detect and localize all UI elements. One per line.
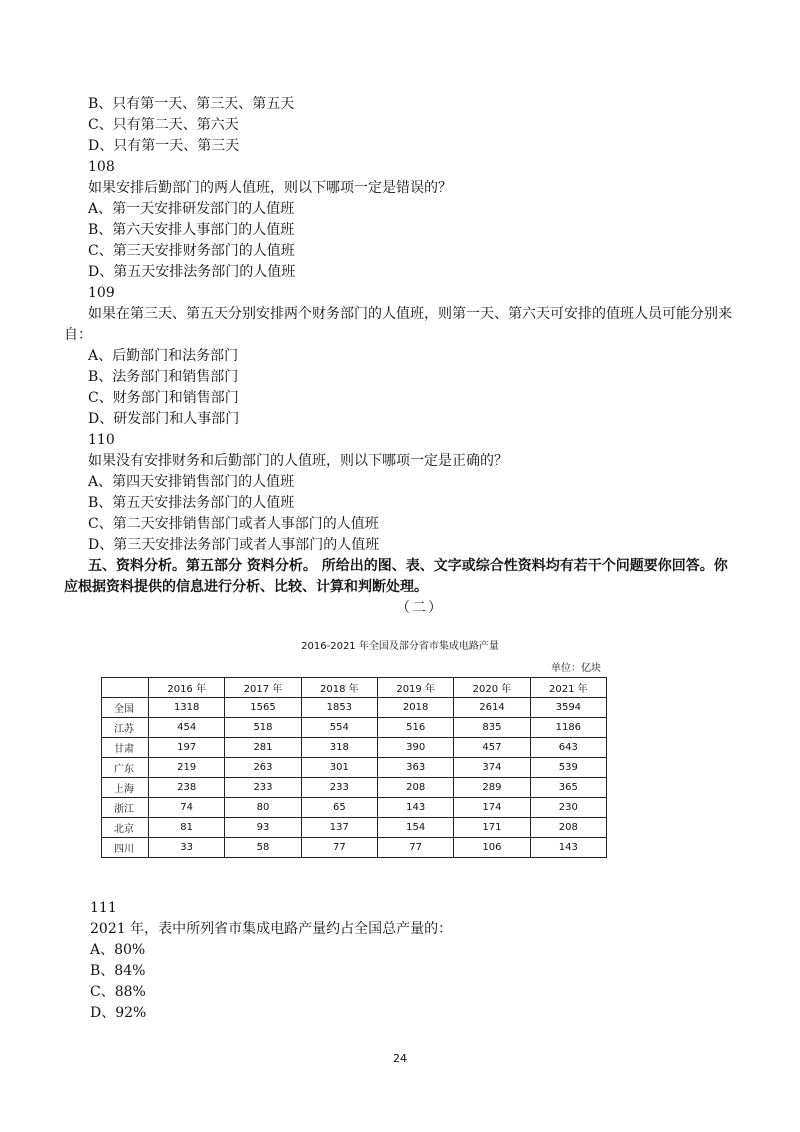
table-cell: 457	[454, 738, 530, 758]
question-stem-111: 2021 年，表中所列省市集成电路产量约占全国总产量的：	[90, 921, 453, 937]
column-header: 2020 年	[454, 678, 530, 698]
table-unit: 单位：亿块	[551, 663, 601, 674]
table-row	[102, 738, 607, 758]
production-table	[101, 677, 607, 858]
option-b-q107: B、只有第一天、第三天、第五天	[88, 96, 295, 112]
table-row	[102, 818, 607, 838]
table-row	[102, 798, 607, 818]
option-b-q111: B、84%	[90, 963, 146, 979]
table-cell: 289	[454, 778, 530, 798]
table-cell: 197	[149, 738, 225, 758]
question-number-108: 108	[88, 159, 115, 175]
table-cell: 363	[377, 758, 453, 778]
table-cell: 137	[301, 818, 377, 838]
table-corner-cell	[102, 678, 149, 698]
table-cell: 33	[149, 838, 225, 858]
page-number: 24	[393, 1052, 407, 1065]
option-d-q111: D、92%	[90, 1005, 147, 1021]
question-111-block	[0, 898, 800, 1024]
table-cell: 106	[454, 838, 530, 858]
table-cell: 174	[454, 798, 530, 818]
table-cell: 1565	[225, 698, 301, 718]
column-header: 2019 年	[377, 678, 453, 698]
table-cell: 454	[149, 718, 225, 738]
option-d-q109: D、研发部门和人事部门	[88, 411, 240, 427]
table-cell: 263	[225, 758, 301, 778]
option-c-q107: C、只有第二天、第六天	[88, 117, 239, 133]
option-c-q110: C、第二天安排销售部门或者人事部门的人值班	[88, 516, 379, 532]
table-row	[102, 778, 607, 798]
table-cell: 81	[149, 818, 225, 838]
questions-block	[0, 94, 800, 619]
option-b-q110: B、第五天安排法务部门的人值班	[88, 495, 295, 511]
table-cell: 1853	[301, 698, 377, 718]
table-cell: 143	[377, 798, 453, 818]
section-label: （二）	[396, 600, 444, 616]
table-row	[102, 698, 607, 718]
option-c-q108: C、第三天安排财务部门的人值班	[88, 243, 295, 259]
table-cell: 539	[530, 758, 606, 778]
table-cell: 390	[377, 738, 453, 758]
table-cell: 1186	[530, 718, 606, 738]
table-cell: 3594	[530, 698, 606, 718]
option-d-q110: D、第三天安排法务部门或者人事部门的人值班	[88, 537, 380, 553]
table-row	[102, 838, 607, 858]
table-cell: 171	[454, 818, 530, 838]
row-label: 全国	[102, 698, 149, 718]
table-cell: 208	[377, 778, 453, 798]
table-cell: 365	[530, 778, 606, 798]
section-heading-line2: 应根据资料提供的信息进行分析、比较、计算和判断处理。	[64, 579, 428, 595]
table-cell: 77	[301, 838, 377, 858]
option-b-q108: B、第六天安排人事部门的人值班	[88, 222, 295, 238]
table-cell: 208	[530, 818, 606, 838]
table-cell: 77	[377, 838, 453, 858]
table-cell: 233	[225, 778, 301, 798]
table-cell: 643	[530, 738, 606, 758]
question-stem-109-line1: 如果在第三天、第五天分别安排两个财务部门的人值班，则第一天、第六天可安排的值班人员可能分别来	[88, 306, 732, 322]
row-label: 甘肃	[102, 738, 149, 758]
row-label: 广东	[102, 758, 149, 778]
option-a-q108: A、第一天安排研发部门的人值班	[88, 201, 295, 217]
table-cell: 374	[454, 758, 530, 778]
table-cell: 238	[149, 778, 225, 798]
table-header-row	[102, 678, 607, 698]
table-cell: 219	[149, 758, 225, 778]
question-stem-110: 如果没有安排财务和后勤部门的人值班，则以下哪项一定是正确的？	[88, 453, 508, 469]
table-cell: 518	[225, 718, 301, 738]
table-row	[102, 758, 607, 778]
row-label: 浙江	[102, 798, 149, 818]
option-d-q107: D、只有第一天、第三天	[88, 138, 240, 154]
table-cell: 93	[225, 818, 301, 838]
table-cell: 516	[377, 718, 453, 738]
row-label: 上海	[102, 778, 149, 798]
column-header: 2018 年	[301, 678, 377, 698]
table-cell: 835	[454, 718, 530, 738]
question-number-109: 109	[88, 285, 115, 301]
question-stem-108: 如果安排后勤部门的两人值班，则以下哪项一定是错误的？	[88, 180, 452, 196]
option-c-q109: C、财务部门和销售部门	[88, 390, 239, 406]
column-header: 2017 年	[225, 678, 301, 698]
option-a-q110: A、第四天安排销售部门的人值班	[88, 474, 295, 490]
row-label: 四川	[102, 838, 149, 858]
option-b-q109: B、法务部门和销售部门	[88, 369, 239, 385]
option-a-q111: A、80%	[90, 942, 146, 958]
table-cell: 154	[377, 818, 453, 838]
table-cell: 58	[225, 838, 301, 858]
option-d-q108: D、第五天安排法务部门的人值班	[88, 264, 296, 280]
table-cell: 301	[301, 758, 377, 778]
column-header: 2016 年	[149, 678, 225, 698]
table-title: 2016-2021 年全国及部分省市集成电路产量	[301, 641, 499, 652]
table-cell: 230	[530, 798, 606, 818]
table-cell: 74	[149, 798, 225, 818]
table-cell: 233	[301, 778, 377, 798]
row-label: 北京	[102, 818, 149, 838]
section-heading-line1: 五、资料分析。第五部分 资料分析。 所给出的图、表、文字或综合性资料均有若干个问题要你回答。你	[88, 558, 728, 574]
table-cell: 80	[225, 798, 301, 818]
table-cell: 2614	[454, 698, 530, 718]
option-a-q109: A、后勤部门和法务部门	[88, 348, 239, 364]
option-c-q111: C、88%	[90, 984, 146, 1000]
table-cell: 2018	[377, 698, 453, 718]
column-header: 2021 年	[530, 678, 606, 698]
table-cell: 318	[301, 738, 377, 758]
table-cell: 65	[301, 798, 377, 818]
row-label: 江苏	[102, 718, 149, 738]
table-cell: 1318	[149, 698, 225, 718]
question-number-111: 111	[90, 900, 117, 916]
question-number-110: 110	[88, 432, 115, 448]
table-body	[102, 698, 607, 858]
table-row	[102, 718, 607, 738]
table-cell: 143	[530, 838, 606, 858]
question-stem-109-line2: 自：	[64, 327, 92, 343]
table-cell: 554	[301, 718, 377, 738]
table-cell: 281	[225, 738, 301, 758]
